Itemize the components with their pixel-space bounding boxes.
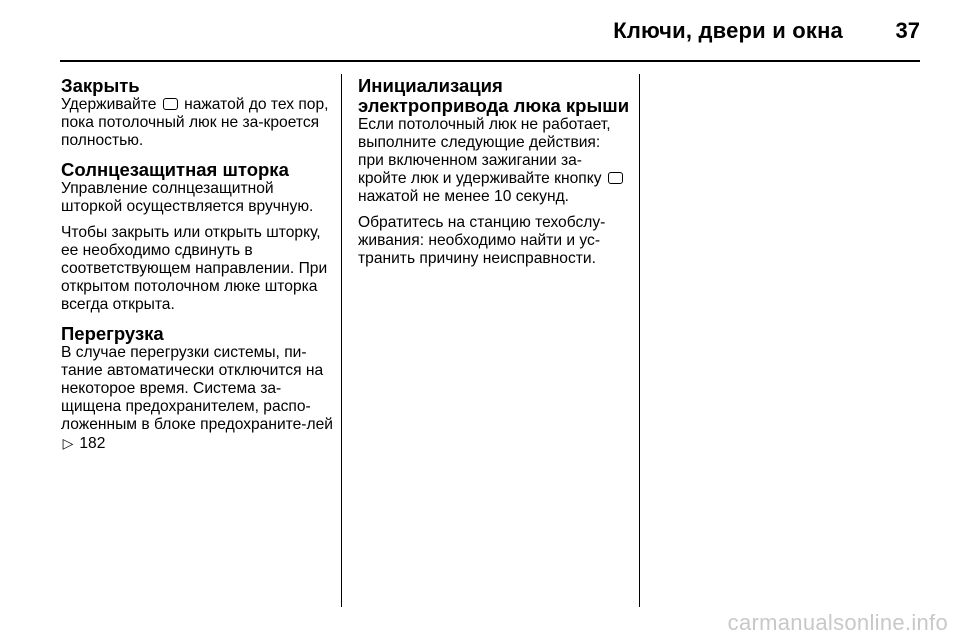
section-title: Ключи, двери и окна bbox=[613, 18, 843, 43]
sunroof-button-icon bbox=[608, 172, 623, 184]
section-overload bbox=[61, 324, 333, 453]
init-heading-line1: Инициализация bbox=[358, 75, 503, 96]
init-heading-line2: электропривода люка крыши bbox=[358, 95, 630, 116]
close-text-after: нажатой до тех пор, пока потолочный люк не за-кроется полностью. bbox=[61, 96, 329, 149]
section-init bbox=[358, 76, 630, 268]
overload-text-body: В случае перегрузки системы, пи-тание автоматически отключится на некоторое время. Система за-щищена предохранителем, распо-ложенным в блоке предохраните-лей bbox=[61, 344, 333, 433]
init-text-after: нажатой не менее 10 секунд. bbox=[358, 188, 570, 205]
left-column bbox=[61, 76, 333, 463]
header-divider bbox=[60, 60, 920, 62]
close-heading: Закрыть bbox=[61, 75, 140, 96]
middle-column bbox=[358, 76, 630, 278]
column-divider-right bbox=[639, 74, 640, 607]
overload-text bbox=[61, 344, 333, 453]
page-number: 37 bbox=[895, 18, 920, 43]
section-close bbox=[61, 76, 333, 150]
column-divider-left bbox=[341, 74, 342, 607]
watermark: carmanualsonline.info bbox=[727, 610, 948, 635]
init-paragraph-2: Обратитесь на станцию техобслу-живания: необходимо найти и ус-транить причину неисправности. bbox=[358, 214, 606, 267]
init-paragraph-1 bbox=[358, 116, 630, 206]
close-text-before: Удерживайте bbox=[61, 96, 157, 113]
close-text bbox=[61, 96, 333, 150]
sunshade-paragraph-1: Управление солнцезащитной шторкой осуществляется вручную. bbox=[61, 180, 314, 215]
section-sunshade bbox=[61, 160, 333, 314]
overload-ref-page: 182 bbox=[79, 435, 106, 452]
sunroof-button-icon bbox=[163, 98, 178, 110]
overload-heading: Перегрузка bbox=[61, 323, 164, 344]
page-reference-icon: ▷ bbox=[62, 435, 74, 451]
init-text-before: Если потолочный люк не работает, выполните следующие действия: при включенном зажигании за-кройте люк и удерживайте кнопку bbox=[358, 116, 611, 187]
sunshade-paragraph-2: Чтобы закрыть или открыть шторку, ее необходимо сдвинуть в соответствующем направлении. При открытом потолочном люке шторка всегда открыта. bbox=[61, 224, 328, 313]
sunshade-heading: Солнцезащитная шторка bbox=[61, 159, 289, 180]
